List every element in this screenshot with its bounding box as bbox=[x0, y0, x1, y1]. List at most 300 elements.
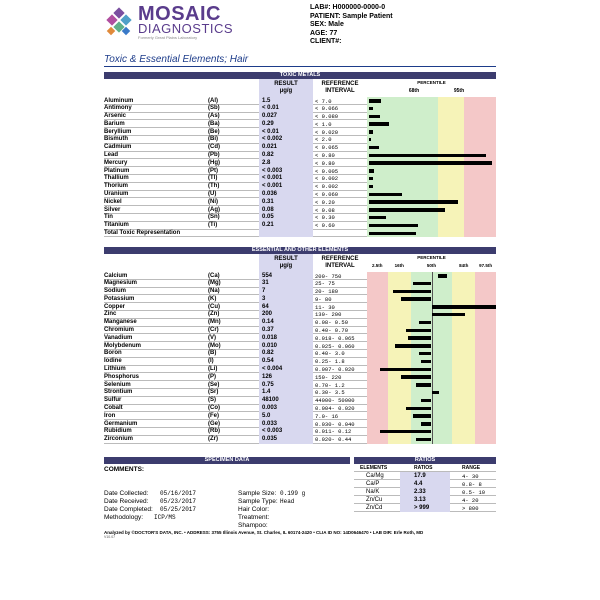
essential-row bbox=[104, 342, 496, 350]
essential-elements-section bbox=[104, 247, 496, 444]
median-line bbox=[432, 350, 433, 358]
ratio-row bbox=[354, 488, 496, 496]
element-reference: 0.25- 1.8 bbox=[315, 358, 345, 366]
element-result: 0.21 bbox=[262, 222, 274, 229]
percentile-bar bbox=[369, 154, 486, 158]
percentile-bar bbox=[369, 200, 458, 204]
element-symbol: (Sr) bbox=[208, 389, 219, 396]
range-zone bbox=[475, 373, 496, 381]
element-symbol: (Ba) bbox=[208, 120, 220, 127]
range-zone bbox=[452, 350, 475, 358]
range-zone bbox=[388, 397, 411, 405]
range-zone bbox=[452, 405, 475, 413]
essential-row bbox=[104, 381, 496, 389]
ratio-value: > 999 bbox=[414, 504, 430, 511]
percentile-bar bbox=[369, 138, 371, 142]
median-line bbox=[432, 420, 433, 428]
element-name: Rubidium bbox=[104, 428, 132, 435]
element-name: Nickel bbox=[104, 198, 122, 205]
element-name: Silver bbox=[104, 206, 121, 213]
element-reference: 0.40- 3.0 bbox=[315, 350, 345, 358]
yellow-zone bbox=[438, 230, 464, 238]
percentile-bar bbox=[421, 360, 431, 364]
element-result: < 0.01 bbox=[262, 105, 279, 112]
date-collected: 05/16/2017 bbox=[160, 490, 197, 497]
element-symbol: (Ge) bbox=[208, 420, 220, 427]
element-name: Sulfur bbox=[104, 397, 122, 404]
element-symbol: (Cu) bbox=[208, 303, 220, 310]
range-zone bbox=[475, 295, 496, 303]
element-symbol: (Na) bbox=[208, 288, 220, 295]
element-symbol: (I) bbox=[208, 358, 214, 365]
element-result: 0.033 bbox=[262, 420, 278, 427]
percentile-bar bbox=[369, 146, 379, 150]
element-name: Iron bbox=[104, 412, 116, 419]
element-reference: < 2.0 bbox=[315, 136, 332, 144]
percentile-bar bbox=[369, 169, 374, 173]
patient-name: PATIENT: Sample Patient bbox=[310, 12, 393, 20]
ratio-value: 17.9 bbox=[414, 472, 426, 479]
element-reference: 7.0- 16 bbox=[315, 412, 339, 420]
toxic-row bbox=[104, 222, 496, 230]
toxic-row bbox=[104, 97, 496, 105]
element-symbol: (As) bbox=[208, 113, 220, 120]
percentile-bar bbox=[421, 422, 431, 426]
element-name: Bismuth bbox=[104, 136, 128, 143]
element-result: < 0.003 bbox=[262, 167, 283, 174]
essential-row bbox=[104, 350, 496, 358]
median-line bbox=[432, 412, 433, 420]
ratio-value: 2.33 bbox=[414, 488, 426, 495]
range-zone bbox=[452, 327, 475, 335]
element-name: Cadmium bbox=[104, 144, 132, 151]
median-line bbox=[432, 366, 433, 374]
range-zone bbox=[475, 420, 496, 428]
median-line bbox=[432, 428, 433, 436]
element-result: 200 bbox=[262, 311, 273, 318]
essential-row bbox=[104, 397, 496, 405]
element-reference: 0.70- 1.2 bbox=[315, 381, 345, 389]
range-zone bbox=[452, 436, 475, 444]
result-col-label: RESULT µg/g bbox=[274, 256, 298, 269]
percentile-col-label: PERCENTILE bbox=[417, 255, 446, 260]
range-zone bbox=[367, 288, 388, 296]
percentile-bar bbox=[369, 107, 373, 111]
yellow-zone bbox=[438, 128, 464, 136]
element-reference: < 1.0 bbox=[315, 120, 332, 128]
element-reference: 0.08- 0.50 bbox=[315, 319, 349, 327]
toxic-row bbox=[104, 230, 496, 238]
percentile-bar bbox=[380, 368, 432, 372]
element-symbol: (Sb) bbox=[208, 105, 220, 112]
element-symbol: (Ti) bbox=[208, 222, 218, 229]
ratios-col-label: RATIOS bbox=[414, 464, 433, 471]
element-symbol: (Se) bbox=[208, 381, 220, 388]
element-result: 1.5 bbox=[262, 97, 271, 104]
red-zone bbox=[464, 128, 496, 136]
element-name: Total Toxic Representation bbox=[104, 230, 181, 237]
green-zone bbox=[367, 175, 438, 183]
element-reference: 150- 220 bbox=[315, 373, 342, 381]
percentile-bar bbox=[432, 305, 497, 309]
range-zone bbox=[452, 280, 475, 288]
median-line bbox=[432, 327, 433, 335]
element-reference: 0.011- 0.12 bbox=[315, 428, 352, 436]
element-name: Antimony bbox=[104, 105, 132, 112]
range-zone bbox=[475, 405, 496, 413]
element-name: Zinc bbox=[104, 311, 117, 318]
range-zone bbox=[452, 373, 475, 381]
element-result: 2.8 bbox=[262, 159, 271, 166]
range-zone bbox=[452, 288, 475, 296]
element-name: Vanadium bbox=[104, 334, 133, 341]
essential-row bbox=[104, 358, 496, 366]
range-zone bbox=[452, 334, 475, 342]
lab-number: LAB#: H000000-0000-0 bbox=[310, 4, 386, 11]
element-result: 0.035 bbox=[262, 436, 278, 443]
range-zone bbox=[388, 381, 411, 389]
range-zone bbox=[452, 295, 475, 303]
range-zone bbox=[388, 436, 411, 444]
green-zone bbox=[367, 128, 438, 136]
median-line bbox=[432, 319, 433, 327]
ratio-element: Zn/Cd bbox=[366, 504, 383, 511]
percentile-bar bbox=[406, 329, 432, 333]
median-line bbox=[432, 334, 433, 342]
result-col-label: RESULT µg/g bbox=[274, 81, 298, 94]
element-symbol: (Rb) bbox=[208, 428, 220, 435]
title-divider bbox=[104, 66, 496, 67]
range-zone bbox=[367, 342, 388, 350]
red-zone bbox=[464, 191, 496, 199]
element-result: 0.82 bbox=[262, 350, 274, 357]
element-name: Thorium bbox=[104, 183, 128, 190]
comments-label: COMMENTS: bbox=[104, 466, 145, 473]
elements-col-label: ELEMENTS bbox=[360, 464, 388, 471]
range-zone bbox=[452, 412, 475, 420]
essential-row bbox=[104, 436, 496, 444]
range-zone bbox=[475, 350, 496, 358]
element-symbol: (Li) bbox=[208, 366, 218, 373]
percentile-bar bbox=[419, 352, 432, 356]
element-result: 0.14 bbox=[262, 319, 274, 326]
footer-text: Analyzed by ©DOCTOR'S DATA, INC. • ADDRESS: 3755 Illinois Avenue, St. Charles, IL 60174-2420 • CLIA ID NO: 14D0646470 • LAB DIR: Erle Roth, MD bbox=[104, 530, 424, 535]
median-line bbox=[432, 272, 433, 280]
element-reference: 11- 30 bbox=[315, 303, 335, 311]
range-zone bbox=[475, 412, 496, 420]
element-reference: < 7.0 bbox=[315, 97, 332, 105]
patient-age: AGE: 77 bbox=[310, 29, 338, 37]
red-zone bbox=[464, 175, 496, 183]
element-symbol: (Tl) bbox=[208, 175, 218, 182]
red-zone bbox=[464, 183, 496, 191]
percentile-tick-labels bbox=[367, 263, 496, 271]
range-zone bbox=[452, 389, 475, 397]
element-result: 1.4 bbox=[262, 389, 271, 396]
green-zone bbox=[367, 183, 438, 191]
element-result: 7 bbox=[262, 288, 266, 295]
client-number: CLIENT#: bbox=[310, 38, 342, 45]
element-symbol: (K) bbox=[208, 295, 217, 302]
range-zone bbox=[367, 358, 388, 366]
toxic-metals-section bbox=[104, 72, 496, 237]
element-reference: 0.40- 0.70 bbox=[315, 327, 349, 335]
mosaic-logo bbox=[104, 5, 233, 40]
range-col-label: RANGE bbox=[462, 464, 481, 471]
shampoo-label: Shampoo: bbox=[238, 522, 268, 529]
element-symbol: (Ca) bbox=[208, 272, 220, 279]
essential-row bbox=[104, 327, 496, 335]
element-name: Lithium bbox=[104, 366, 126, 373]
range-zone bbox=[475, 381, 496, 389]
element-result: 0.31 bbox=[262, 198, 274, 205]
element-result: 0.036 bbox=[262, 191, 278, 198]
essential-row bbox=[104, 319, 496, 327]
element-symbol: (Pt) bbox=[208, 167, 218, 174]
yellow-zone bbox=[438, 222, 464, 230]
element-result: < 0.001 bbox=[262, 175, 283, 182]
yellow-zone bbox=[438, 144, 464, 152]
median-line bbox=[432, 358, 433, 366]
percentile-bar bbox=[369, 99, 381, 103]
page-title: Toxic & Essential Elements; Hair bbox=[104, 54, 249, 65]
range-zone bbox=[475, 436, 496, 444]
element-name: Iodine bbox=[104, 358, 122, 365]
range-zone bbox=[367, 397, 388, 405]
essential-row bbox=[104, 420, 496, 428]
element-result: < 0.003 bbox=[262, 428, 283, 435]
red-zone bbox=[464, 214, 496, 222]
sample-type-label: Sample Type: bbox=[238, 498, 278, 505]
percentile-bar bbox=[369, 122, 389, 126]
range-zone bbox=[475, 311, 496, 319]
range-zone bbox=[452, 319, 475, 327]
element-result: < 0.001 bbox=[262, 183, 283, 190]
element-name: Titanium bbox=[104, 222, 129, 229]
range-zone bbox=[367, 272, 388, 280]
red-zone bbox=[464, 198, 496, 206]
element-result: < 0.002 bbox=[262, 136, 283, 143]
element-reference: 0.30- 3.5 bbox=[315, 389, 345, 397]
element-result: 0.75 bbox=[262, 381, 274, 388]
toxic-header: TOXIC METALS bbox=[104, 72, 496, 79]
red-zone bbox=[464, 113, 496, 121]
essential-row bbox=[104, 311, 496, 319]
element-reference: 25- 75 bbox=[315, 280, 335, 288]
element-result: 3 bbox=[262, 295, 266, 302]
element-reference: < 0.002 bbox=[315, 183, 339, 191]
result-cell-bg bbox=[259, 288, 313, 296]
reference-col-label: REFERENCE INTERVAL bbox=[321, 81, 359, 94]
ratio-row bbox=[354, 504, 496, 512]
reference-col-label: REFERENCE INTERVAL bbox=[321, 256, 359, 269]
element-symbol: (Fe) bbox=[208, 412, 219, 419]
percentile-bar bbox=[408, 336, 431, 340]
toxic-row bbox=[104, 214, 496, 222]
element-reference: < 0.60 bbox=[315, 222, 335, 230]
element-result: 64 bbox=[262, 303, 269, 310]
element-reference: 0.030- 0.040 bbox=[315, 420, 355, 428]
red-zone bbox=[464, 144, 496, 152]
date-collected-label: Date Collected: bbox=[104, 490, 149, 497]
element-name: Chromium bbox=[104, 327, 134, 334]
element-symbol: (Ni) bbox=[208, 198, 218, 205]
element-reference: 0.025- 0.060 bbox=[315, 342, 355, 350]
range-zone bbox=[388, 358, 411, 366]
toxic-row bbox=[104, 198, 496, 206]
range-zone bbox=[367, 319, 388, 327]
median-line bbox=[432, 342, 433, 350]
yellow-zone bbox=[438, 214, 464, 222]
element-name: Beryllium bbox=[104, 128, 132, 135]
element-symbol: (Cd) bbox=[208, 144, 220, 151]
range-zone bbox=[475, 272, 496, 280]
range-zone bbox=[388, 311, 411, 319]
percentile-bar bbox=[369, 193, 402, 197]
ratio-range: 0.5- 10 bbox=[462, 488, 486, 496]
range-zone bbox=[475, 397, 496, 405]
percentile-bar bbox=[369, 185, 373, 189]
percentile-bar bbox=[432, 313, 466, 317]
range-zone bbox=[367, 280, 388, 288]
toxic-row bbox=[104, 113, 496, 121]
percentile-bar bbox=[401, 375, 432, 379]
ratio-element: Ca/Mg bbox=[366, 472, 384, 479]
range-zone bbox=[475, 319, 496, 327]
element-symbol: (Th) bbox=[208, 183, 220, 190]
percentile-95-label: 95th bbox=[453, 88, 465, 94]
essential-row bbox=[104, 288, 496, 296]
ratios-section bbox=[354, 457, 496, 512]
toxic-row bbox=[104, 144, 496, 152]
element-symbol: (U) bbox=[208, 191, 217, 198]
element-result: 48100 bbox=[262, 397, 279, 404]
percentile-tick-label: 2.5th bbox=[372, 263, 383, 268]
ratio-value: 4.4 bbox=[414, 480, 423, 487]
yellow-zone bbox=[438, 167, 464, 175]
percentile-bar bbox=[380, 430, 432, 434]
element-symbol: (Co) bbox=[208, 405, 220, 412]
toxic-row bbox=[104, 206, 496, 214]
brand-subname: DIAGNOSTICS bbox=[138, 21, 234, 36]
element-name: Platinum bbox=[104, 167, 130, 174]
element-result: 0.54 bbox=[262, 358, 274, 365]
range-zone bbox=[388, 389, 411, 397]
element-symbol: (Mg) bbox=[208, 280, 221, 287]
element-reference: < 0.060 bbox=[315, 191, 339, 199]
essential-column-header bbox=[104, 254, 496, 272]
percentile-bar bbox=[369, 177, 373, 181]
range-zone bbox=[388, 272, 411, 280]
range-zone bbox=[367, 303, 388, 311]
ratio-range: 4- 30 bbox=[462, 472, 479, 480]
logo-diamond-icon bbox=[104, 8, 134, 38]
hair-color-label: Hair Color: bbox=[238, 506, 270, 513]
percentile-bar bbox=[413, 414, 431, 418]
element-symbol: (P) bbox=[208, 373, 216, 380]
element-name: Manganese bbox=[104, 319, 137, 326]
essential-row bbox=[104, 405, 496, 413]
range-zone bbox=[367, 436, 388, 444]
element-symbol: (B) bbox=[208, 350, 217, 357]
percentile-bar bbox=[416, 438, 431, 442]
ratio-range: > 800 bbox=[462, 504, 479, 512]
range-zone bbox=[388, 303, 411, 311]
element-result: 0.29 bbox=[262, 120, 274, 127]
ratios-column-header bbox=[354, 464, 496, 472]
date-completed-label: Date Completed: bbox=[104, 506, 153, 513]
element-symbol: (Mo) bbox=[208, 342, 221, 349]
element-name: Magnesium bbox=[104, 280, 138, 287]
range-zone bbox=[452, 397, 475, 405]
range-zone bbox=[475, 366, 496, 374]
range-zone bbox=[388, 350, 411, 358]
percentile-bar bbox=[421, 399, 431, 403]
percentile-bar bbox=[369, 208, 445, 212]
element-name: Selenium bbox=[104, 381, 131, 388]
percentile-bar bbox=[432, 391, 440, 395]
element-result: 0.010 bbox=[262, 342, 278, 349]
range-zone bbox=[475, 327, 496, 335]
percentile-bar bbox=[369, 216, 386, 220]
range-zone bbox=[367, 420, 388, 428]
range-zone bbox=[452, 366, 475, 374]
element-name: Cobalt bbox=[104, 405, 123, 412]
range-zone bbox=[475, 288, 496, 296]
element-reference: 0.018- 0.065 bbox=[315, 334, 355, 342]
element-reference: < 0.30 bbox=[315, 214, 335, 222]
element-reference: 130- 200 bbox=[315, 311, 342, 319]
percentile-bar bbox=[419, 321, 432, 325]
element-name: Aluminum bbox=[104, 97, 134, 104]
element-result: < 0.004 bbox=[262, 366, 283, 373]
range-zone bbox=[367, 350, 388, 358]
element-symbol: (Sn) bbox=[208, 214, 220, 221]
element-reference: < 0.020 bbox=[315, 128, 339, 136]
ratio-row bbox=[354, 496, 496, 504]
range-zone bbox=[475, 280, 496, 288]
toxic-row bbox=[104, 120, 496, 128]
toxic-row bbox=[104, 167, 496, 175]
element-reference: 0.007- 0.020 bbox=[315, 366, 355, 374]
range-zone bbox=[452, 381, 475, 389]
toxic-row bbox=[104, 183, 496, 191]
specimen-data-section bbox=[104, 457, 350, 530]
ratio-row bbox=[354, 472, 496, 480]
median-line bbox=[432, 436, 433, 444]
percentile-bar bbox=[369, 224, 418, 228]
element-result: 0.021 bbox=[262, 144, 278, 151]
toxic-row bbox=[104, 128, 496, 136]
yellow-zone bbox=[438, 113, 464, 121]
element-symbol: (Ag) bbox=[208, 206, 220, 213]
element-reference: < 0.80 bbox=[315, 152, 335, 160]
yellow-zone bbox=[438, 120, 464, 128]
percentile-tick-label: 16th bbox=[394, 263, 404, 268]
range-zone bbox=[367, 373, 388, 381]
median-line bbox=[432, 280, 433, 288]
element-reference: < 0.005 bbox=[315, 167, 339, 175]
element-name: Germanium bbox=[104, 420, 138, 427]
range-zone bbox=[367, 311, 388, 319]
percentile-bar bbox=[413, 282, 431, 286]
red-zone bbox=[464, 230, 496, 238]
element-reference: < 0.065 bbox=[315, 144, 339, 152]
element-name: Strontium bbox=[104, 389, 133, 396]
range-zone bbox=[452, 428, 475, 436]
median-line bbox=[432, 373, 433, 381]
element-name: Barium bbox=[104, 120, 125, 127]
